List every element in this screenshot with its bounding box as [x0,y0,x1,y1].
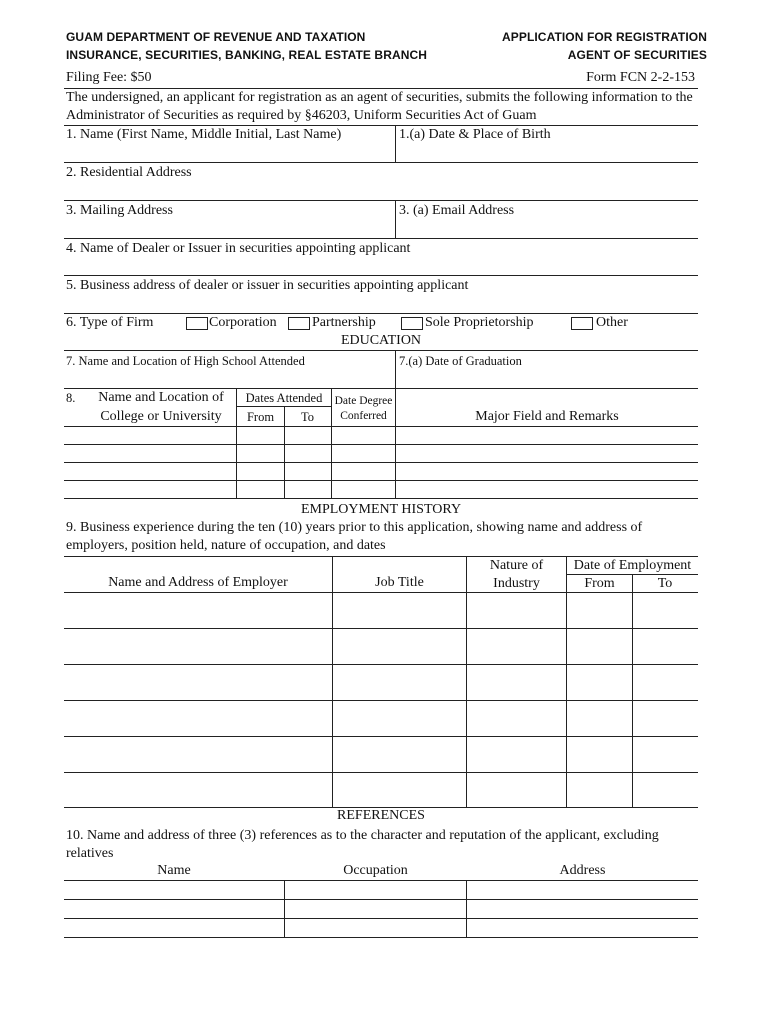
header-rule [64,88,698,89]
college-row[interactable] [64,481,698,498]
reference-occupation-header: Occupation [343,863,408,878]
references-intro-line-1: 10. Name and address of three (3) references as to the character and reputation of the applicant, excluding [66,828,659,843]
employment-from-header: From [584,576,615,591]
nature-header-line-2: Industry [493,576,540,591]
sole-proprietorship-label: Sole Proprietorship [425,315,534,330]
department-title: GUAM DEPARTMENT OF REVENUE AND TAXATION [66,30,366,44]
college-header-line-1: Name and Location of [98,390,224,405]
major-header: Major Field and Remarks [475,409,619,424]
reference-row[interactable] [64,900,698,917]
firm-type-label: 6. Type of Firm [66,315,154,330]
reference-row[interactable] [64,881,698,898]
college-row[interactable] [64,427,698,444]
employer-header: Name and Address of Employer [108,575,288,590]
college-to-header: To [300,410,314,424]
employment-heading: EMPLOYMENT HISTORY [300,502,462,517]
nature-header-line-1: Nature of [489,558,544,573]
employment-row[interactable] [64,666,698,699]
form-number: Form FCN 2-2-153 [586,70,695,85]
employment-row[interactable] [64,738,698,771]
college-row[interactable] [64,445,698,462]
college-row[interactable] [64,463,698,480]
employment-intro-line-2: employers, position held, nature of occupation, and dates [66,538,386,553]
residential-field[interactable] [64,182,698,199]
partnership-label: Partnership [312,315,376,330]
intro-line-2: Administrator of Securities as required by §46203, Uniform Securities Act of Guam [66,108,537,123]
application-title: APPLICATION FOR REGISTRATION [501,30,707,44]
birth-label: 1.(a) Date & Place of Birth [399,127,551,142]
graduation-field[interactable] [397,370,697,387]
job-title-header: Job Title [375,575,424,590]
employment-row[interactable] [64,594,698,627]
other-label: Other [596,315,628,330]
high-school-label: 7. Name and Location of High School Attended [66,354,305,368]
dealer-address-field[interactable] [64,295,698,312]
references-heading: REFERENCES [337,808,425,823]
dates-attended-header: Dates Attended [245,391,323,405]
college-number: 8. [66,391,76,405]
corporation-checkbox[interactable] [186,317,208,330]
partnership-checkbox[interactable] [288,317,310,330]
references-intro-line-2: relatives [66,846,114,861]
corporation-label: Corporation [209,315,277,330]
intro-line-1: The undersigned, an applicant for registration as an agent of securities, submits the following information to the [66,90,693,105]
degree-header-line-2: Conferred [340,410,387,422]
birth-field[interactable] [397,144,697,161]
employment-row[interactable] [64,702,698,735]
sole-proprietorship-checkbox[interactable] [401,317,423,330]
reference-row[interactable] [64,919,698,936]
filing-fee: Filing Fee: $50 [66,70,152,85]
employment-row[interactable] [64,630,698,663]
mailing-label: 3. Mailing Address [66,203,173,218]
degree-header-line-1: Date Degree [334,395,393,407]
reference-address-header: Address [559,863,606,878]
college-from-header: From [246,410,275,424]
reference-name-header: Name [157,863,191,878]
email-label: 3. (a) Email Address [399,203,515,218]
residential-label: 2. Residential Address [66,165,192,180]
application-subtitle: AGENT OF SECURITIES [567,48,707,62]
date-employment-header: Date of Employment [573,558,692,573]
email-field[interactable] [397,220,697,237]
name-label: 1. Name (First Name, Middle Initial, Last Name) [66,127,342,142]
education-heading: EDUCATION [340,333,422,348]
high-school-field[interactable] [64,370,394,387]
employment-row[interactable] [64,774,698,806]
dealer-address-label: 5. Business address of dealer or issuer in securities appointing applicant [66,278,469,293]
name-field[interactable] [64,144,394,161]
mailing-field[interactable] [64,220,394,237]
dealer-name-field[interactable] [64,258,698,275]
dealer-name-label: 4. Name of Dealer or Issuer in securities appointing applicant [66,241,411,256]
employment-intro-line-1: 9. Business experience during the ten (10) years prior to this application, showing name and address of [66,520,643,535]
employment-to-header: To [657,576,673,591]
college-header-line-2: College or University [100,409,222,424]
other-checkbox[interactable] [571,317,593,330]
graduation-label: 7.(a) Date of Graduation [399,354,522,368]
branch-title: INSURANCE, SECURITIES, BANKING, REAL ESTATE BRANCH [66,48,428,62]
